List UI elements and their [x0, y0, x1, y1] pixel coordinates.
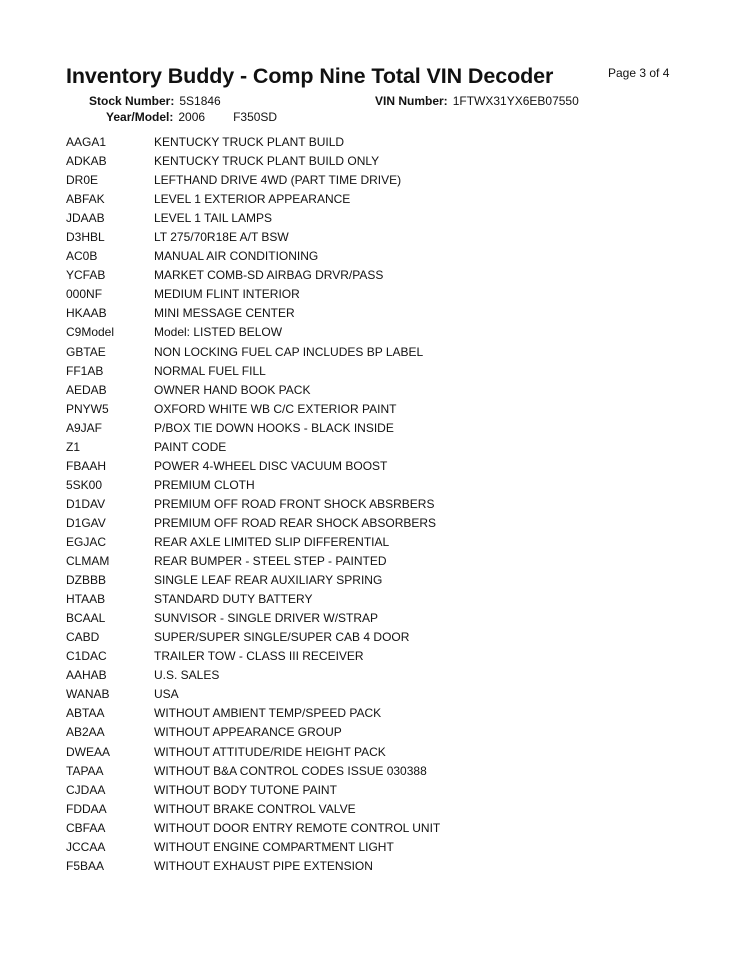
option-row — [66, 781, 666, 800]
option-code: F5BAA — [66, 858, 105, 873]
option-row — [66, 514, 666, 533]
option-code: ADKAB — [66, 154, 107, 169]
option-code: C9Model — [66, 325, 115, 340]
option-code: Z1 — [66, 439, 81, 454]
option-description: LEVEL 1 TAIL LAMPS — [154, 211, 273, 226]
option-row — [66, 685, 666, 704]
option-description: TRAILER TOW - CLASS III RECEIVER — [154, 649, 364, 664]
option-description: PREMIUM OFF ROAD FRONT SHOCK ABSRBERS — [154, 496, 435, 511]
vin-number-value: 1FTWX31YX6EB07550 — [452, 94, 579, 108]
option-code: DZBBB — [66, 573, 107, 588]
option-row — [66, 571, 666, 590]
option-code: TAPAA — [66, 763, 104, 778]
option-row — [66, 400, 666, 419]
option-code: EGJAC — [66, 534, 107, 549]
option-row — [66, 266, 666, 285]
option-row — [66, 762, 666, 781]
option-code: FF1AB — [66, 363, 104, 378]
option-description: PREMIUM CLOTH — [154, 477, 255, 492]
option-description: MINI MESSAGE CENTER — [154, 306, 295, 321]
option-row — [66, 723, 666, 742]
option-code: PNYW5 — [66, 401, 109, 416]
option-description: LEFTHAND DRIVE 4WD (PART TIME DRIVE) — [154, 173, 402, 188]
option-row — [66, 304, 666, 323]
option-description: PAINT CODE — [154, 439, 227, 454]
option-row — [66, 590, 666, 609]
option-description: MANUAL AIR CONDITIONING — [154, 249, 319, 264]
page-number: Page 3 of 4 — [608, 66, 670, 80]
vin-number-row — [375, 94, 579, 108]
stock-number-label: Stock Number: — [89, 94, 175, 108]
option-row — [66, 495, 666, 514]
option-row — [66, 247, 666, 266]
option-description: P/BOX TIE DOWN HOOKS - BLACK INSIDE — [154, 420, 394, 435]
option-description: WITHOUT AMBIENT TEMP/SPEED PACK — [154, 706, 382, 721]
option-description: KENTUCKY TRUCK PLANT BUILD — [154, 135, 345, 149]
option-code: HTAAB — [66, 592, 106, 607]
option-row — [66, 647, 666, 666]
option-description: PREMIUM OFF ROAD REAR SHOCK ABSORBERS — [154, 515, 437, 530]
option-description: WITHOUT ATTITUDE/RIDE HEIGHT PACK — [154, 744, 386, 759]
option-row — [66, 666, 666, 685]
option-code: CBFAA — [66, 820, 106, 835]
option-description: NORMAL FUEL FILL — [154, 363, 266, 378]
option-code: C1DAC — [66, 649, 107, 664]
option-description: WITHOUT ENGINE COMPARTMENT LIGHT — [154, 839, 394, 854]
option-description: REAR AXLE LIMITED SLIP DIFFERENTIAL — [154, 534, 390, 549]
option-code: ABFAK — [66, 192, 105, 207]
option-code: 000NF — [66, 287, 103, 302]
option-row — [66, 476, 666, 495]
option-code: DR0E — [66, 173, 99, 188]
option-description: POWER 4-WHEEL DISC VACUUM BOOST — [154, 458, 388, 473]
option-code: A9JAF — [66, 420, 103, 435]
option-description: Model: LISTED BELOW — [154, 325, 283, 340]
option-description: SUPER/SUPER SINGLE/SUPER CAB 4 DOOR — [154, 630, 410, 645]
option-description: WITHOUT BRAKE CONTROL VALVE — [154, 801, 356, 816]
option-row — [66, 838, 666, 857]
option-row — [66, 743, 666, 762]
model-value: F350SD — [233, 110, 278, 124]
option-description: MEDIUM FLINT INTERIOR — [154, 287, 300, 302]
option-description: WITHOUT DOOR ENTRY REMOTE CONTROL UNIT — [154, 820, 441, 835]
option-row — [66, 819, 666, 838]
option-description: USA — [154, 687, 179, 702]
option-row — [66, 343, 666, 362]
option-code: AAGA1 — [66, 135, 107, 149]
option-code: ABTAA — [66, 706, 105, 721]
vin-number-label: VIN Number: — [375, 94, 448, 108]
option-code: GBTAE — [66, 344, 106, 359]
option-row — [66, 419, 666, 438]
option-code: D1DAV — [66, 496, 106, 511]
document-title: Inventory Buddy - Comp Nine Total VIN Decoder — [66, 64, 554, 88]
option-description: WITHOUT BODY TUTONE PAINT — [154, 782, 337, 797]
option-description: NON LOCKING FUEL CAP INCLUDES BP LABEL — [154, 344, 424, 359]
option-row — [66, 552, 666, 571]
option-description: SUNVISOR - SINGLE DRIVER W/STRAP — [154, 611, 379, 626]
option-row — [66, 438, 666, 457]
option-row — [66, 133, 666, 152]
option-code: D1GAV — [66, 515, 106, 530]
option-description: SINGLE LEAF REAR AUXILIARY SPRING — [154, 573, 383, 588]
option-code: WANAB — [66, 687, 110, 702]
year-value: 2006 — [178, 110, 206, 124]
option-row — [66, 381, 666, 400]
option-code: HKAAB — [66, 306, 107, 321]
option-code: CLMAM — [66, 554, 110, 569]
option-description: WITHOUT EXHAUST PIPE EXTENSION — [154, 858, 373, 873]
option-row — [66, 857, 666, 876]
option-description: OWNER HAND BOOK PACK — [154, 382, 311, 397]
year-model-label: Year/Model: — [106, 110, 174, 124]
option-description: WITHOUT APPEARANCE GROUP — [154, 725, 342, 740]
option-description: STANDARD DUTY BATTERY — [154, 592, 313, 607]
option-description: OXFORD WHITE WB C/C EXTERIOR PAINT — [154, 401, 397, 416]
option-description: U.S. SALES — [154, 668, 220, 683]
option-code: AC0B — [66, 249, 98, 264]
option-code: CJDAA — [66, 782, 106, 797]
option-code: CABD — [66, 630, 100, 645]
option-row — [66, 228, 666, 247]
option-code: FDDAA — [66, 801, 107, 816]
option-description: LT 275/70R18E A/T BSW — [154, 230, 289, 245]
stock-number-value: 5S1846 — [179, 94, 221, 108]
option-code: 5SK00 — [66, 477, 103, 492]
option-row — [66, 533, 666, 552]
option-row — [66, 323, 666, 342]
option-code: JCCAA — [66, 839, 106, 854]
option-row — [66, 285, 666, 304]
option-description: KENTUCKY TRUCK PLANT BUILD ONLY — [154, 154, 380, 169]
option-code: FBAAH — [66, 458, 107, 473]
option-description: MARKET COMB-SD AIRBAG DRVR/PASS — [154, 268, 384, 283]
option-row — [66, 209, 666, 228]
option-row — [66, 171, 666, 190]
option-row — [66, 609, 666, 628]
option-code: YCFAB — [66, 268, 106, 283]
option-code: AAHAB — [66, 668, 107, 683]
option-description: REAR BUMPER - STEEL STEP - PAINTED — [154, 554, 387, 569]
option-row — [66, 628, 666, 647]
option-row — [66, 190, 666, 209]
option-code: D3HBL — [66, 230, 105, 245]
option-code: BCAAL — [66, 611, 106, 626]
option-row — [66, 152, 666, 171]
option-row — [66, 704, 666, 723]
option-description: LEVEL 1 EXTERIOR APPEARANCE — [154, 192, 351, 207]
option-row — [66, 800, 666, 819]
option-code-list — [66, 133, 666, 876]
option-code: AEDAB — [66, 382, 107, 397]
option-code: JDAAB — [66, 211, 105, 226]
year-model-row — [106, 110, 277, 124]
option-row — [66, 457, 666, 476]
option-description: WITHOUT B&A CONTROL CODES ISSUE 030388 — [154, 763, 427, 778]
option-code: AB2AA — [66, 725, 105, 740]
option-code: DWEAA — [66, 744, 111, 759]
option-row — [66, 362, 666, 381]
stock-number-row — [89, 94, 221, 108]
